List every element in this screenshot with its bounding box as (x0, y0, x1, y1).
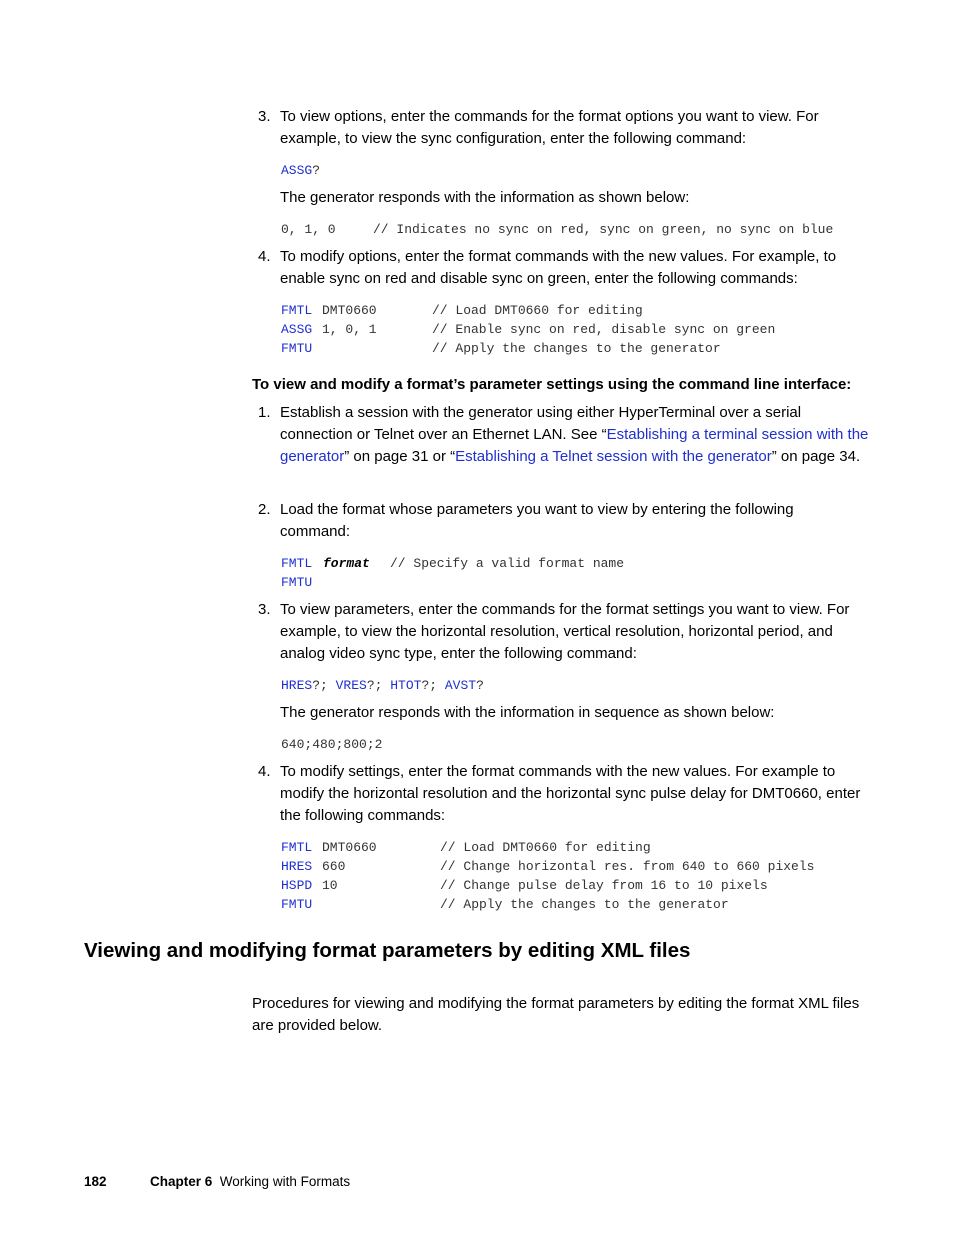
step-text: To modify options, enter the format commands with the new values. For example, to enable sync on red and disable sync on green, enter the following commands: (280, 248, 837, 287)
code-comment: // Indicates no sync on red, sync on green, no sync on blue (373, 222, 834, 237)
code-comment: // Apply the changes to the generator (432, 341, 721, 356)
command-placeholder: format (323, 556, 370, 571)
code-comment: // Specify a valid format name (390, 556, 625, 571)
step-number: 1. (258, 404, 271, 421)
command-args: DMT0660 (322, 303, 377, 318)
response-text: The generator responds with the information as shown below: (280, 189, 690, 206)
command-keyword: FMTL (281, 556, 313, 571)
procedure-heading: To view and modify a format’s parameter settings using the command line interface: (252, 376, 852, 393)
telnet-session-link[interactable]: Establishing a Telnet session with the generator (455, 448, 772, 465)
code-comment: // Change pulse delay from 16 to 10 pixels (440, 878, 768, 893)
step-text-part: ” on page 31 or “ (344, 448, 456, 465)
command-keyword: VRES (335, 678, 367, 693)
code-comment: // Load DMT0660 for editing (440, 840, 651, 855)
step-number: 2. (258, 501, 271, 518)
step-text-part: 34. (839, 448, 861, 465)
link-text: Establishing a terminal session with (606, 426, 844, 443)
step-text-part: ” on page (771, 448, 836, 465)
response-values: 640;480;800;2 (281, 737, 383, 752)
response-text: The generator responds with the information in sequence as shown below: (280, 704, 775, 721)
code-comment: // Change horizontal res. from 640 to 660 pixels (440, 859, 815, 874)
command-keyword: FMTU (281, 575, 313, 590)
command-keyword: FMTU (281, 341, 313, 356)
response-values: 0, 1, 0 (281, 222, 336, 237)
command-keyword: FMTL (281, 303, 313, 318)
step-number: 4. (258, 248, 271, 265)
command-keyword: FMTU (281, 897, 313, 912)
page-number: 182 (84, 1174, 107, 1189)
code-line (281, 161, 320, 180)
command-keyword: ASSG (281, 322, 313, 337)
section-heading: Viewing and modifying format parameters by editing XML files (84, 939, 691, 962)
command-args: DMT0660 (322, 840, 377, 855)
command-keyword: ASSG (281, 163, 313, 178)
step-text: To modify settings, enter the format commands with the new values. For example to modify the horizontal resolution and the horizontal sync pulse delay for DMT0660, enter the following commands: (280, 763, 861, 824)
command-keyword: HSPD (281, 878, 313, 893)
step-number: 4. (258, 763, 271, 780)
command-keyword: AVST (444, 678, 477, 693)
command-args: 10 (322, 878, 338, 893)
command-suffix: ? (312, 163, 321, 178)
chapter-label: Chapter 6 (150, 1174, 213, 1189)
command-keyword: HRES (281, 859, 313, 874)
code-comment: // Enable sync on red, disable sync on green (432, 322, 776, 337)
section-intro: Procedures for viewing and modifying the format parameters by editing the format XML files are provided below. (252, 995, 860, 1034)
step-text: To view options, enter the commands for the format options you want to view. For example, to view the sync configuration, enter the following command: (280, 108, 819, 147)
code-line: HRES?; VRES?; HTOT?; AVST? (281, 678, 484, 693)
step-number: 3. (258, 601, 271, 618)
command-keyword: HRES (281, 678, 313, 693)
code-comment: // Load DMT0660 for editing (432, 303, 643, 318)
command-args: 660 (322, 859, 346, 874)
step-text: Load the format whose parameters you want to view by entering the following command: (280, 501, 794, 540)
command-keyword: FMTL (281, 840, 313, 855)
command-keyword: HTOT (390, 678, 422, 693)
code-comment: // Apply the changes to the generator (440, 897, 729, 912)
step-text (280, 402, 876, 468)
step-text-part: Establish a session with the generator using either HyperTerminal over a serial connection or Telnet over an Ethernet LAN. See “ (280, 404, 802, 443)
command-args: 1, 0, 1 (322, 322, 377, 337)
link-text: the generator (280, 426, 869, 465)
step-number: 3. (258, 108, 271, 125)
running-footer (150, 1173, 350, 1191)
step-text: To view parameters, enter the commands for the format settings you want to view. For example, to view the horizontal resolution, vertical resolution, horizontal period, and analog video sync type, enter the following command: (280, 601, 850, 662)
chapter-title: Working with Formats (219, 1174, 351, 1189)
